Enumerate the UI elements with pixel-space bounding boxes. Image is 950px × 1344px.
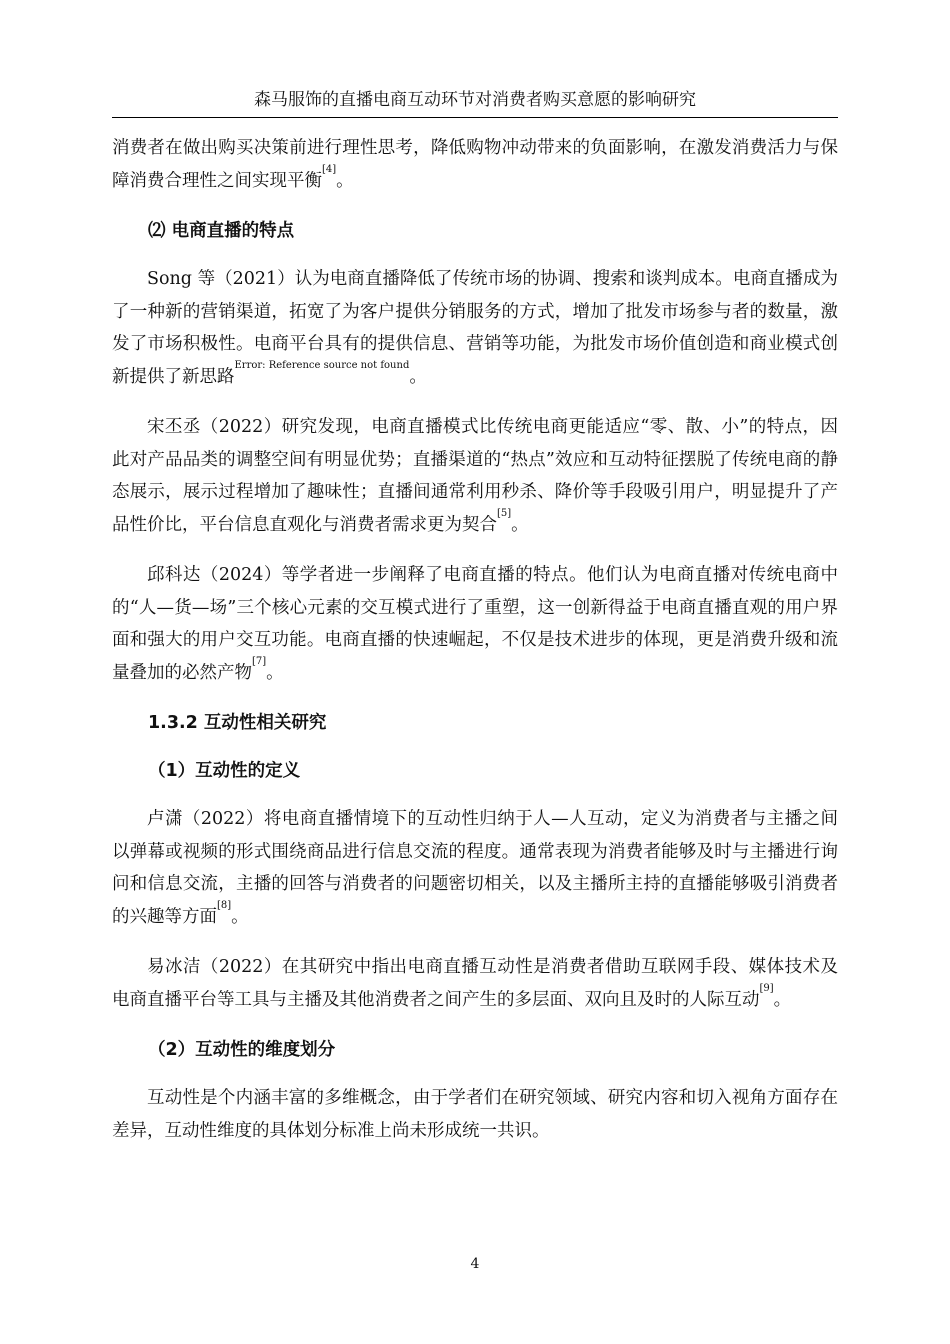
subheading-definition: （1）互动性的定义 [148,761,301,781]
paragraph-text: 互动性是个内涵丰富的多维概念，由于学者们在研究领域、研究内容和切入视角方面存在差异，互动性维度的具体划分标准上尚未形成统一共识。 [112,1088,838,1141]
citation: [7] [252,655,267,667]
citation: [8] [217,899,232,911]
paragraph [112,411,838,541]
paragraph-text: 消费者在做出购买决策前进行理性思考，降低购物冲动带来的负面影响，在激发消费活力与保障消费合理性之间实现平衡 [112,138,838,191]
paragraph-tail: 。 [231,906,249,927]
paragraph [112,951,838,1016]
paragraph [112,1082,838,1147]
citation: [9] [759,982,774,994]
citation: [4] [322,163,337,175]
page-number: 4 [470,1256,480,1272]
paragraph-text: 宋丕丞（2022）研究发现，电商直播模式比传统电商更能适应“零、散、小”的特点，因此对产品品类的调整空间有明显优势；直播渠道的“热点”效应和互动特征摆脱了传统电商的静态展示，展示过程增加了趣味性；直播间通常利用秒杀、降价等手段吸引用户，明显提升了产品性价比，平台信息直观化与消费者需求更为契合 [112,417,838,535]
paragraph-tail: 。 [336,170,354,191]
paragraph-text: Song 等（2021）认为电商直播降低了传统市场的协调、搜索和谈判成本。电商直播成为了一种新的营销渠道，拓宽了为客户提供分销服务的方式，增加了批发市场参与者的数量，激发了市场积极性。电商平台具有的提供信息、营销等功能，为批发市场价值创造和商业模式创新提供了新思路 [112,269,838,387]
citation: [5] [497,507,512,519]
citation-error: Error: Reference source not found [234,359,410,371]
paragraph-text: 邱科达（2024）等学者进一步阐释了电商直播的特点。他们认为电商直播对传统电商中的“人—货—场”三个核心元素的交互模式进行了重塑，这一创新得益于电商直播直观的用户界面和强大的用户交互功能。电商直播的快速崛起，不仅是技术进步的体现，更是消费升级和流量叠加的必然产物 [112,565,838,683]
paragraph-text: 卢潇（2022）将电商直播情境下的互动性归纳于人—人互动，定义为消费者与主播之间以弹幕或视频的形式围绕商品进行信息交流的程度。通常表现为消费者能够及时与主播进行询问和信息交流，主播的回答与消费者的问题密切相关，以及主播所主持的直播能够吸引消费者的兴趣等方面 [112,809,838,927]
paragraph-tail: 。 [511,514,529,535]
paragraph [112,559,838,689]
paragraph [112,263,838,393]
paragraph-tail: 。 [773,989,792,1010]
running-header: 森马服饰的直播电商互动环节对消费者购买意愿的影响研究 [112,88,838,118]
body-text [112,132,838,1165]
section-heading-1-3-2: 1.3.2 互动性相关研究 [148,713,327,733]
paragraph [112,803,838,933]
paragraph-text: 易冰洁（2022）在其研究中指出电商直播互动性是消费者借助互联网手段、媒体技术及电商直播平台等工具与主播及其他消费者之间产生的多层面、双向且及时的人际互动 [112,957,838,1010]
paragraph [112,132,838,197]
subheading-features: ⑵ 电商直播的特点 [148,221,295,241]
paragraph-tail: 。 [266,662,284,683]
paragraph-tail: 。 [409,366,427,387]
subheading-dimensions: （2）互动性的维度划分 [148,1040,336,1060]
